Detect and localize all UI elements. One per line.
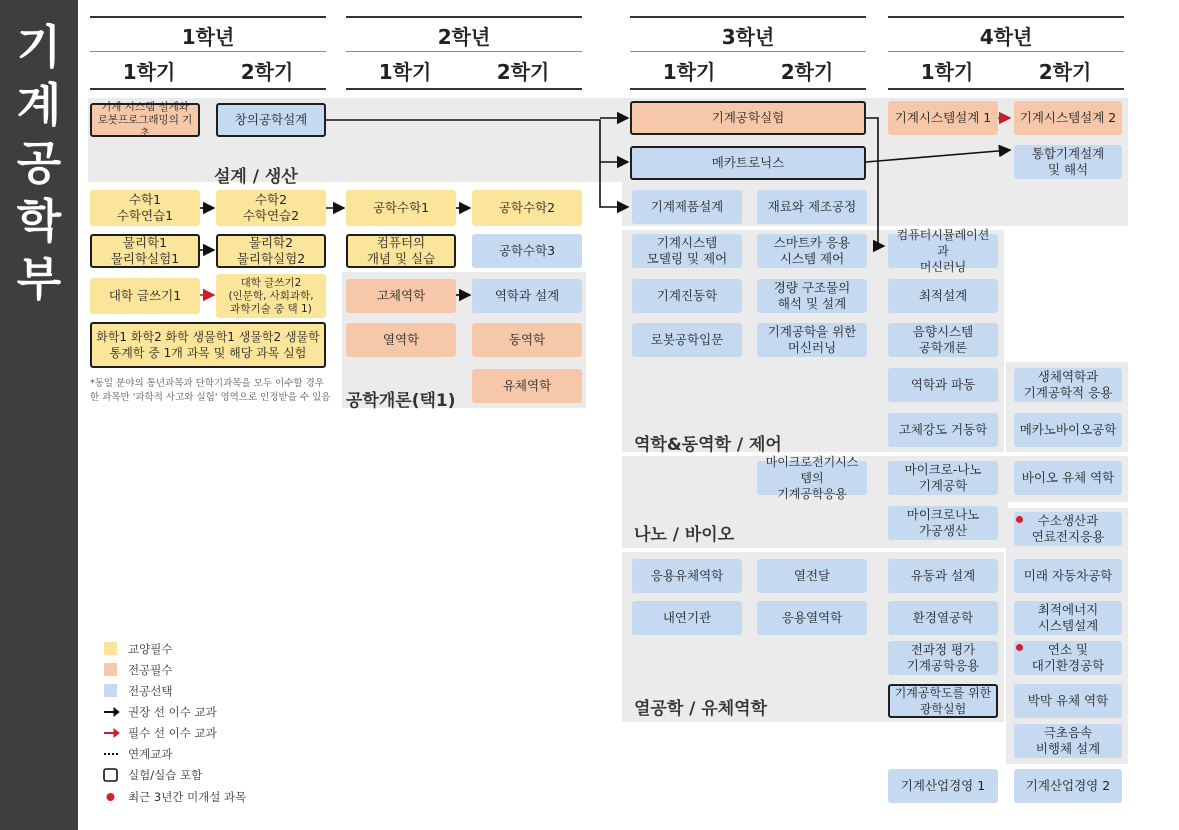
course-box: 기계공학실험: [630, 101, 866, 135]
course-box: 메카노바이오공학: [1014, 413, 1122, 447]
semester-header: 2학기: [208, 54, 326, 90]
course-box: 최적설계: [888, 279, 998, 313]
legend-label: 권장 선 이수 교과: [128, 705, 217, 719]
title-char: 계: [16, 78, 62, 132]
course-box: 수소생산과 연료전지응용: [1014, 512, 1122, 546]
semester-header: 2학기: [464, 54, 582, 90]
region-label-nano: 나노 / 바이오: [634, 525, 735, 545]
legend-label: 교양필수: [128, 642, 173, 656]
legend-label: 실험/실습 포함: [128, 768, 203, 782]
course-box: 공학수학1: [346, 190, 456, 226]
course-box: 연소 및 대기환경공학: [1014, 641, 1122, 675]
course-box: 물리학1 물리학실험1: [90, 234, 200, 268]
course-box: 마이크로-나노 기계공학: [888, 461, 998, 495]
semester-header: 1학기: [630, 54, 748, 90]
region-label-thermo: 열공학 / 유체역학: [634, 699, 767, 719]
legend-label: 연계교과: [128, 747, 173, 761]
course-box: 재료와 제조공정: [757, 190, 867, 224]
course-box: 환경열공학: [888, 601, 998, 635]
year-3-header: 3학년: [630, 16, 866, 52]
title-char: 부: [16, 252, 62, 306]
course-box: 기계제품설계: [632, 190, 742, 224]
semester-header: 1학기: [90, 54, 208, 90]
course-box: 바이오 유체 역학: [1014, 461, 1122, 495]
title-char: 학: [16, 194, 62, 248]
course-box: 음향시스템 공학개론: [888, 323, 998, 357]
title-char: 기: [16, 20, 62, 74]
course-box: 로봇공학입문: [632, 323, 742, 357]
course-box: 메카트로닉스: [630, 146, 866, 180]
course-box: 고체강도 거동학: [888, 413, 998, 447]
region-label-design: 설계 / 생산: [214, 167, 298, 187]
course-box: 물리학2 물리학실험2: [216, 234, 326, 268]
lab-box-icon: [104, 769, 117, 781]
course-box: 기계산업경영 1: [888, 769, 998, 803]
course-box: 최적에너지 시스템설계: [1014, 601, 1122, 635]
course-box: 기계산업경영 2: [1014, 769, 1122, 803]
course-box: 극초음속 비행체 설계: [1014, 724, 1122, 758]
semester-header: 2학기: [748, 54, 866, 90]
semester-header: 1학기: [346, 54, 464, 90]
course-box: 기계 시스템 설계와 로봇프로그래밍의 기초: [90, 103, 200, 137]
course-box: 스마트카 응용 시스템 제어: [757, 234, 867, 268]
course-box: 대학 글쓰기1: [90, 278, 200, 314]
course-box: 기계시스템설계 1: [888, 101, 998, 135]
course-box: 열역학: [346, 323, 456, 357]
red-dot-icon: [107, 793, 115, 801]
course-box: 공학수학2: [472, 190, 582, 226]
course-box: 내연기관: [632, 601, 742, 635]
year-2-header: 2학년: [346, 16, 582, 52]
course-box: 동역학: [472, 323, 582, 357]
course-box: 기계공학도를 위한 광학실험: [888, 684, 998, 718]
course-box: 경량 구조물의 해석 및 설계: [757, 279, 867, 313]
course-box: 생체역학과 기계공학적 응용: [1014, 368, 1122, 402]
course-box: 통합기계설계 및 해석: [1014, 145, 1122, 179]
course-box: 고체역학: [346, 279, 456, 313]
legend-label: 전공필수: [128, 663, 173, 677]
course-box: 컴퓨터시뮬레이션과 머신러닝: [888, 234, 998, 268]
course-box: 기계진동학: [632, 279, 742, 313]
legend-label: 필수 선 이수 교과: [128, 726, 217, 740]
course-box: 역학과 설계: [472, 279, 582, 313]
title-char: 공: [16, 136, 62, 190]
course-box: 미래 자동차공학: [1014, 559, 1122, 593]
course-box: 기계공학을 위한 머신러닝: [757, 323, 867, 357]
course-box: 열전달: [757, 559, 867, 593]
year-4-header: 4학년: [888, 16, 1124, 52]
course-box: 박막 유체 역학: [1014, 684, 1122, 718]
legend-label: 최근 3년간 미개설 과목: [128, 790, 247, 804]
course-box: 공학수학3: [472, 234, 582, 268]
course-box: 유체역학: [472, 369, 582, 403]
course-box: 역학과 파동: [888, 368, 998, 402]
course-box: 마이크로나노 가공생산: [888, 506, 998, 540]
semester-header: 2학기: [1006, 54, 1124, 90]
course-box: 수학2 수학연습2: [216, 190, 326, 226]
course-box: 창의공학설계: [216, 103, 326, 137]
course-box: 기계시스템설계 2: [1014, 101, 1122, 135]
course-box: 유동과 설계: [888, 559, 998, 593]
course-box: 전과정 평가 기계공학응용: [888, 641, 998, 675]
course-box: 응용유체역학: [632, 559, 742, 593]
semester-header: 1학기: [888, 54, 1006, 90]
course-box: 대학 글쓰기2 (인문학, 사회과학, 과학기술 중 택 1): [216, 274, 326, 318]
year-1-header: 1학년: [90, 16, 326, 52]
region-label-intro: 공학개론(택1): [346, 391, 456, 411]
legend-label: 전공선택: [128, 684, 173, 698]
course-box: 기계시스템 모델링 및 제어: [632, 234, 742, 268]
course-box: 응용열역학: [757, 601, 867, 635]
course-box: 마이크로전기시스템의 기계공학응용: [757, 461, 867, 495]
region-label-dynamics: 역학&동역학 / 제어: [634, 435, 782, 455]
footnote: *동일 분야의 통년과목과 단학기과목을 모두 이수할 경우 한 과목만 '과학적 사고와 실험' 영역으로 인정받을 수 있음: [90, 378, 331, 403]
course-box: 수학1 수학연습1: [90, 190, 200, 226]
course-box: 화학1 화학2 화학 생물학1 생물학2 생물학 통계학 중 1개 과목 및 해당 과목 실험: [90, 322, 326, 368]
course-box: 컴퓨터의 개념 및 실습: [346, 234, 456, 268]
